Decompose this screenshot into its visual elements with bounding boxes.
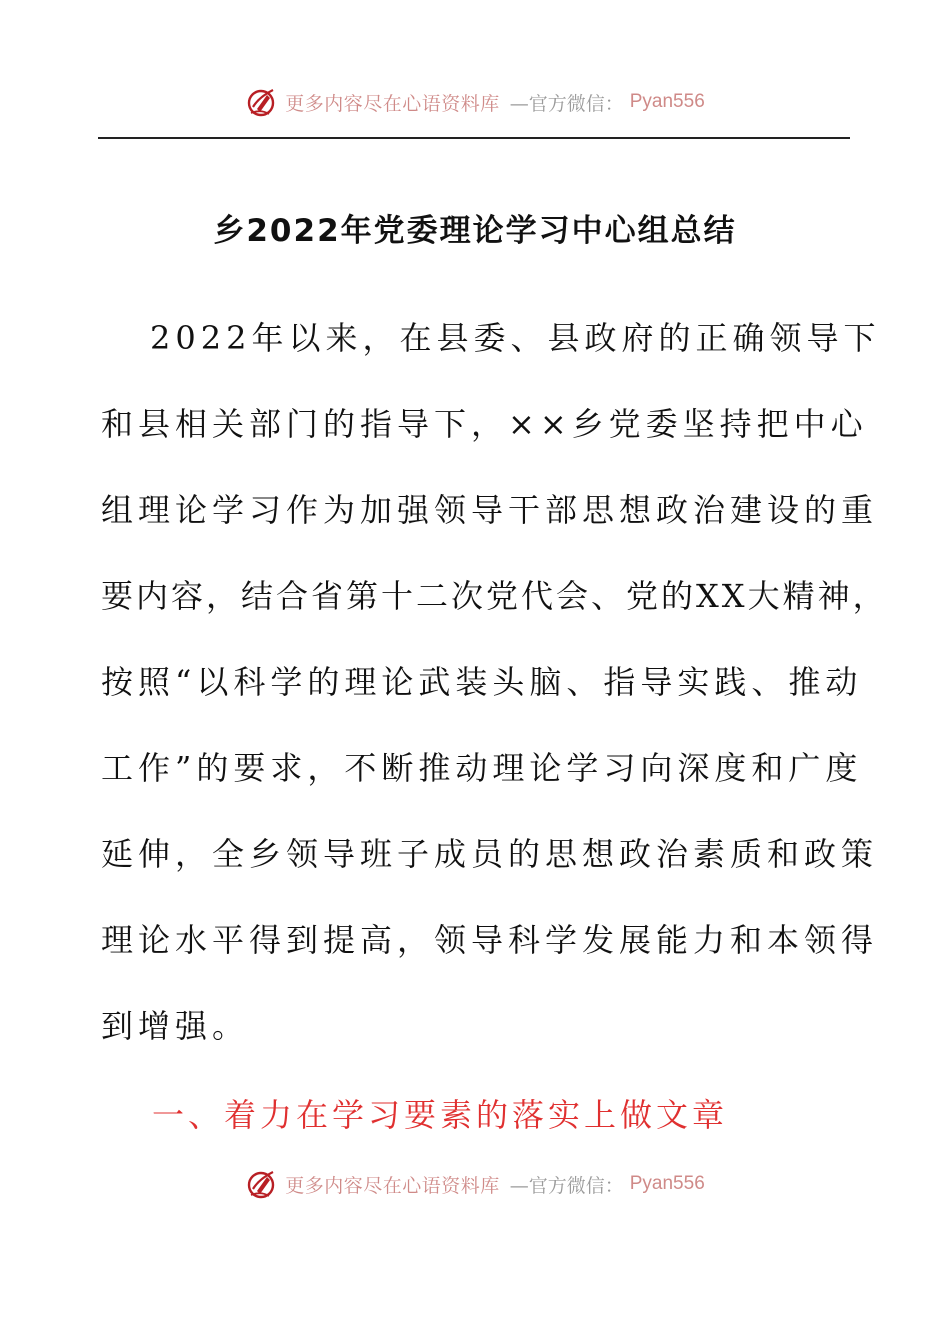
header-banner-separator: —官方微信： — [509, 92, 624, 115]
section-heading: 一、着力在学习要素的落实上做文章 — [152, 1096, 729, 1134]
paragraph-line: 延伸，全乡领导班子成员的思想政治素质和政策 — [101, 835, 879, 873]
header-banner-id: Pyan556 — [629, 91, 705, 112]
document-title: 乡2022年党委理论学习中心组总结 — [213, 213, 737, 249]
paragraph-line: 要内容，结合省第十二次党代会、党的XX大精神， — [101, 577, 888, 615]
paragraph-line: 和县相关部门的指导下，××乡党委坚持把中心 — [101, 405, 868, 443]
pen-logo-icon — [245, 85, 279, 119]
header-banner — [0, 82, 950, 122]
pen-logo-icon — [245, 1167, 279, 1201]
paragraph-line: 理论水平得到提高，领导科学发展能力和本领得 — [101, 921, 879, 959]
footer-banner-text: 更多内容尽在心语资料库 — [285, 1174, 500, 1197]
paragraph-line: 2022年以来，在县委、县政府的正确领导下 — [150, 319, 881, 357]
footer-banner-separator: —官方微信： — [509, 1174, 624, 1197]
footer-banner-id: Pyan556 — [629, 1173, 705, 1194]
paragraph-line: 按照“以科学的理论武装头脑、指导实践、推动 — [101, 663, 863, 701]
header-banner-text: 更多内容尽在心语资料库 — [285, 92, 500, 115]
header-divider — [98, 137, 850, 139]
paragraph-line: 组理论学习作为加强领导干部思想政治建设的重 — [101, 491, 879, 529]
paragraph-line: 到增强。 — [101, 1007, 250, 1045]
paragraph-line: 工作”的要求，不断推动理论学习向深度和广度 — [101, 749, 863, 787]
footer-banner — [0, 1164, 950, 1204]
